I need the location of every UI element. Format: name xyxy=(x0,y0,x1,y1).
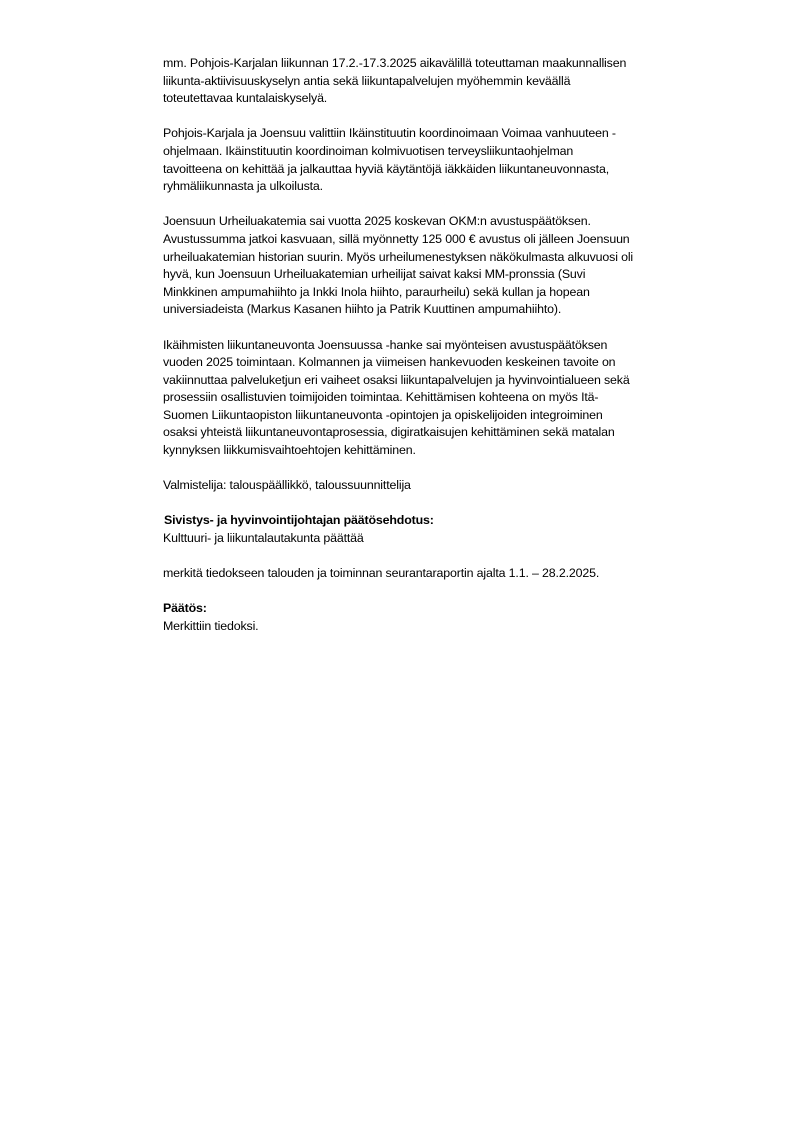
paragraph-voimaa-vanhuuteen xyxy=(163,125,743,195)
text-line: Joensuun Urheiluakatemia sai vuotta 2025 koskevan OKM:n avustuspäätöksen. xyxy=(163,214,591,229)
proposal-intro: Kulttuuri- ja liikuntalautakunta päättää xyxy=(163,531,364,546)
text-line: osaksi yhteistä liikuntaneuvontaprosessia, digiratkaisujen kehittäminen sekä matalan xyxy=(163,425,615,440)
text-line: ohjelmaan. Ikäinstituutin koordinoiman kolmivuotisen terveysliikuntaohjelman xyxy=(163,143,574,158)
paragraph-urheiluakatemia xyxy=(163,213,743,319)
text-line: Avustussumma jatkoi kasvuaan, sillä myönnetty 125 000 € avustus oli jälleen Joensuun xyxy=(163,231,630,246)
text-line: urheiluakatemian historian suurin. Myös urheilumenestyksen näkökulmasta alkuvuosi oli xyxy=(163,249,634,264)
proposal-section xyxy=(163,512,743,547)
proposal-text-block xyxy=(163,565,743,583)
proposal-text: merkitä tiedokseen talouden ja toiminnan seurantaraportin ajalta 1.1. – 28.2.2025. xyxy=(163,566,600,581)
document-body xyxy=(163,55,743,653)
decision-section xyxy=(163,600,743,635)
decision-heading: Päätös: xyxy=(163,601,207,616)
paragraph-liikuntaneuvonta xyxy=(163,337,743,460)
text-line: Pohjois-Karjala ja Joensuu valittiin Ikäinstituutin koordinoimaan Voimaa vanhuuteen - xyxy=(163,126,616,141)
preparer-text: Valmistelija: talouspäällikkö, taloussuunnittelija xyxy=(163,478,411,493)
text-line: vakiinnuttaa palveluketjun eri vaiheet osaksi liikuntapalvelujen ja hyvinvointialueen sekä xyxy=(163,372,630,387)
text-line: prosessiin osallistuvien toimijoiden toimintaa. Kehittämisen kohteena on myös Itä- xyxy=(163,390,599,405)
text-line: kynnyksen liikkumisvaihtoehtojen kehittäminen. xyxy=(163,443,416,458)
text-line: universiadeista (Markus Kasanen hiihto ja Patrik Kuuttinen ampumahiihto). xyxy=(163,302,562,317)
preparer-line xyxy=(163,477,743,495)
proposal-heading: Sivistys- ja hyvinvointijohtajan päätösehdotus: xyxy=(164,513,434,528)
text-line: Minkkinen ampumahiihto ja Inkki Inola hiihto, paraurheilu) sekä kullan ja hopean xyxy=(163,284,590,299)
decision-text: Merkittiin tiedoksi. xyxy=(163,619,259,633)
text-line: vuoden 2025 toimintaan. Kolmannen ja viimeisen hankevuoden keskeinen tavoite on xyxy=(163,355,616,370)
text-line: mm. Pohjois-Karjalan liikunnan 17.2.-17.3.2025 aikavälillä toteuttaman maakunnallisen xyxy=(163,56,627,70)
text-line: Ikäihmisten liikuntaneuvonta Joensuussa -hanke sai myönteisen avustuspäätöksen xyxy=(163,337,608,352)
text-line: Suomen Liikuntaopiston liikuntaneuvonta -opintojen ja opiskelijoiden integroiminen xyxy=(163,407,603,422)
text-line: ryhmäliikunnasta ja ulkoilusta. xyxy=(163,179,323,194)
text-line: tavoitteena on kehittää ja jalkauttaa hyviä käytäntöjä iäkkäiden liikuntaneuvonnasta, xyxy=(163,161,610,176)
text-line: liikunta-aktiivisuuskyselyn antia sekä liikuntapalvelujen myöhemmin keväällä xyxy=(163,73,571,88)
paragraph-survey xyxy=(163,55,743,108)
text-line: toteutettavaa kuntalaiskyselyä. xyxy=(163,91,328,106)
text-line: hyvä, kun Joensuun Urheiluakatemian urheilijat saivat kaksi MM-pronssia (Suvi xyxy=(163,267,586,282)
